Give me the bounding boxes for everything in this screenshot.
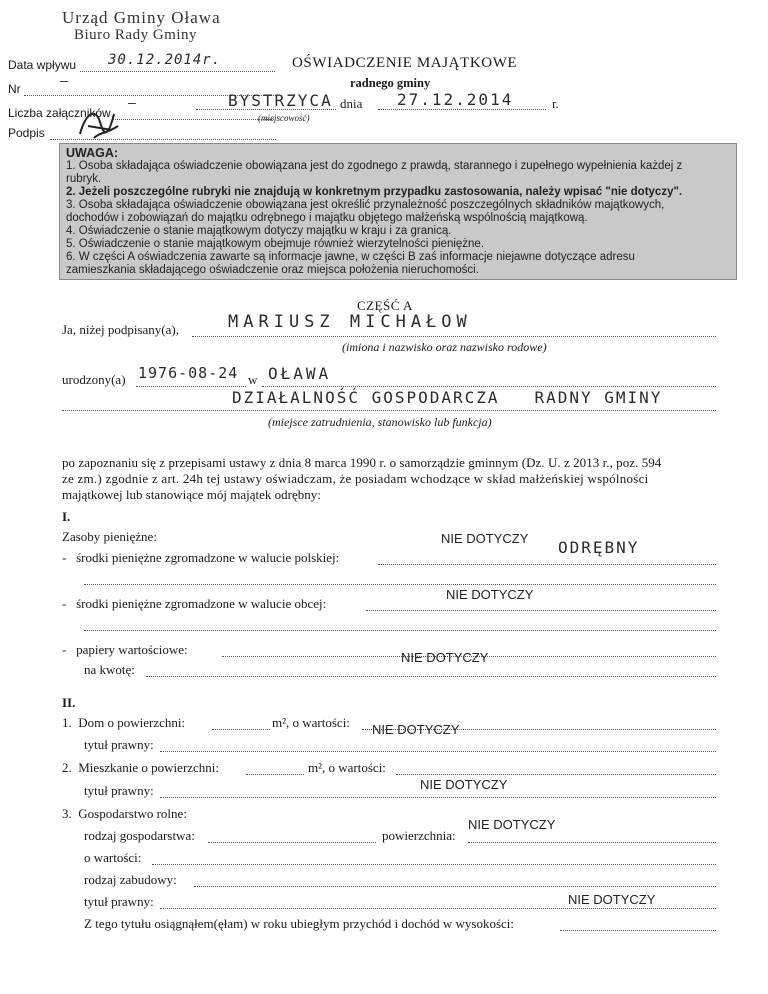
date-word: dnia (340, 96, 363, 111)
job-value: DZIAŁALNOŚĆ GOSPODARCZA RADNY GMINY (232, 388, 663, 407)
born-in: w (248, 372, 258, 387)
warning-item: rubryk. (66, 173, 102, 185)
pln-funds-label: - środki pieniężne zgromadzone w walucie polskiej: (62, 550, 340, 565)
flat-unit: m², o wartości: (308, 760, 386, 775)
flat-title-line (160, 797, 716, 798)
house-unit: m², o wartości: (272, 715, 350, 730)
farm-label: 3. Gospodarstwo rolne: (62, 806, 187, 821)
securities-amount-label: na kwotę: (84, 662, 135, 677)
born-date: 1976-08-24 (138, 364, 239, 382)
section-1-heading: Zasoby pieniężne: (62, 529, 157, 544)
flat-stamp: NIE DOTYCZY (420, 777, 508, 792)
farm-value-line (152, 864, 716, 865)
farm-stamp: NIE DOTYCZY (468, 817, 556, 832)
warning-item: zamieszkania składającego oświadczenie oraz miejsca położenia nieruchomości. (66, 264, 479, 276)
pln-funds-line-2 (84, 584, 716, 585)
house-area-line (212, 729, 270, 730)
warning-item: 6. W części A oświadczenia zawarte są informacje jawne, w części B zaś informacje niejawne dotyczące adresu (66, 251, 635, 263)
job-caption: (miejsce zatrudnienia, stanowisko lub funkcja) (268, 415, 492, 429)
warning-item: 1. Osoba składająca oświadczenie obowiązana jest do zgodnego z prawdą, starannego i zupełnego wypełnienia każdej z (66, 160, 683, 172)
job-line (62, 410, 716, 411)
attachments-value: — (128, 96, 139, 111)
pln-funds-line (378, 564, 716, 565)
attachments-line (112, 119, 274, 120)
signature-label: Podpis (8, 126, 45, 140)
received-date-value: 30.12.2014r. (108, 52, 222, 68)
warning-item: 4. Oświadczenie o stanie majątkowym dotyczy majątku w kraju i za granicą. (66, 225, 452, 237)
farm-type-line (208, 842, 376, 843)
intro-line: ze zm.) zgodnie z art. 24h tej ustawy oświadczam, że posiadam wchodzące w skład małżeńskiej wspólności (62, 471, 649, 486)
house-label: 1. Dom o powierzchni: (62, 715, 186, 730)
office-department: Biuro Rady Gminy (74, 27, 197, 43)
warning-heading: UWAGA: (66, 146, 119, 160)
farm-income-line (560, 930, 716, 931)
intro-line: po zapoznaniu się z przepisami ustawy z dnia 8 marca 1990 r. o samorządzie gminnym (Dz. U. z 2013 r., poz. 594 (62, 455, 662, 470)
born-place: OŁAWA (268, 364, 332, 383)
part-a-heading: CZĘŚĆ A (357, 298, 413, 313)
house-stamp: NIE DOTYCZY (372, 722, 460, 737)
nr-label: Nr (8, 82, 21, 96)
flat-area-line (246, 774, 304, 775)
document-subtitle: radnego gminy (350, 76, 431, 90)
pln-funds-stamp: NIE DOTYCZY (441, 531, 529, 546)
nr-value: — (60, 74, 71, 89)
flat-value-line (396, 774, 716, 775)
foreign-funds-stamp: NIE DOTYCZY (446, 587, 534, 602)
warning-box (59, 143, 737, 280)
place-value: BYSTRZYCA (228, 91, 333, 110)
securities-stamp: NIE DOTYCZY (401, 650, 489, 665)
date-value: 27.12.2014 (397, 90, 514, 109)
securities-label: - papiery wartościowe: (62, 642, 188, 657)
farm-title-stamp: NIE DOTYCZY (568, 892, 656, 907)
section-2-numeral: II. (62, 695, 76, 710)
warning-item: 5. Oświadczenie o stanie majątkowym obejmuje również wierzytelności pieniężne. (66, 238, 485, 250)
warning-item: dochodów i zobowiązań do majątku odrębnego i majątku objętego małżeńską wspólnością majątkową. (66, 212, 588, 224)
farm-title-label: tytuł prawny: (84, 894, 154, 909)
pln-funds-handwriting: ODRĘBNY (558, 538, 640, 557)
attachments-label: Liczba załączników (8, 106, 111, 120)
born-place-line (262, 386, 716, 387)
farm-buildings-label: rodzaj zabudowy: (84, 872, 177, 887)
signer-label: Ja, niżej podpisany(a), (62, 322, 179, 337)
section-1-numeral: I. (62, 509, 71, 524)
farm-area-line (468, 842, 716, 843)
received-date-line (80, 71, 275, 72)
house-title-label: tytuł prawny: (84, 737, 154, 752)
year-suffix: r. (552, 96, 559, 111)
signer-line (192, 336, 716, 337)
document-title: OŚWIADCZENIE MAJĄTKOWE (292, 55, 518, 71)
place-caption: (miejscowość) (258, 113, 310, 123)
born-label: urodzony(a) (62, 372, 126, 387)
born-date-line (136, 386, 246, 387)
received-date-label: Data wpływu (8, 58, 77, 72)
flat-title-label: tytuł prawny: (84, 783, 154, 798)
house-title-line (160, 751, 716, 752)
office-name: Urząd Gminy Oława (62, 8, 221, 27)
securities-amount-line (146, 676, 716, 677)
foreign-funds-label: - środki pieniężne zgromadzone w walucie obcej: (62, 596, 327, 611)
farm-buildings-line (194, 886, 716, 887)
farm-type-label: rodzaj gospodarstwa: (84, 828, 195, 843)
signer-value: MARIUSZ MICHAŁOW (228, 312, 472, 332)
intro-line: majątkowej lub stanowiące mój majątek odrębny: (62, 487, 321, 502)
foreign-funds-line (366, 610, 716, 611)
signature-scribble (74, 104, 124, 142)
farm-title-line (160, 908, 716, 909)
date-line (378, 109, 546, 110)
signer-caption: (imiona i nazwisko oraz nazwisko rodowe) (342, 340, 547, 354)
farm-income-label: Z tego tytułu osiągnąłem(ęłam) w roku ubiegłym przychód i dochód w wysokości: (84, 916, 514, 931)
foreign-funds-line-2 (84, 630, 716, 631)
warning-item: 2. Jeżeli poszczególne rubryki nie znajdują w konkretnym przypadku zastosowania, należy wpisać "nie dotyczy". (66, 186, 683, 198)
farm-area-label: powierzchnia: (382, 828, 456, 843)
warning-item: 3. Osoba składająca oświadczenie obowiązana jest określić przynależność poszczególnych składników majątkowych, (66, 199, 665, 211)
flat-label: 2. Mieszkanie o powierzchni: (62, 760, 220, 775)
farm-value-label: o wartości: (84, 850, 142, 865)
